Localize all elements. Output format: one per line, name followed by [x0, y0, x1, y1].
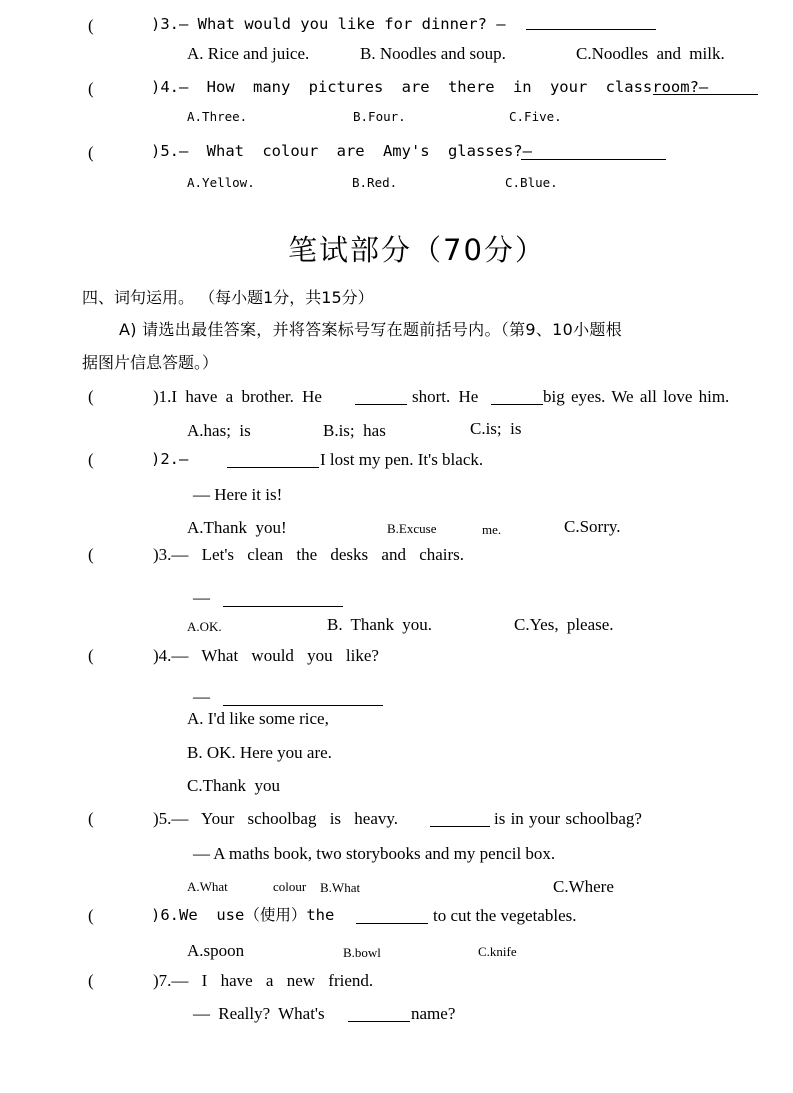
option-a: A.Yellow.: [187, 175, 255, 190]
question-stem: )3.— Let's clean the desks and chairs.: [153, 545, 465, 564]
option-a: A.Three.: [187, 109, 248, 124]
answer-blank: [526, 15, 656, 34]
answer-paren: (: [88, 387, 94, 406]
answer-paren: (: [88, 646, 94, 665]
question-stem: big eyes. We all love him.: [543, 387, 730, 406]
option-b: B.Excuse: [387, 521, 437, 536]
reply-line: — Really? What's: [193, 1004, 325, 1023]
question-stem: )7.— I have a new friend.: [153, 971, 374, 990]
reply-line: —: [193, 588, 210, 607]
option-a: A.OK.: [187, 619, 222, 634]
answer-blank: [348, 1007, 410, 1026]
instruction-text: A) 请选出最佳答案，并将答案标号写在题前括号内。（第9、10小题根: [119, 320, 623, 339]
reply-line: — A maths book, two storybooks and my pencil box.: [193, 844, 556, 863]
answer-paren: (: [88, 971, 94, 990]
question-stem: I lost my pen. It's black.: [320, 450, 484, 469]
option-c: C.Sorry.: [564, 517, 621, 536]
question-stem: is in your schoolbag?: [494, 809, 642, 828]
question-stem: )6.We use（使用）the: [151, 906, 335, 924]
question-stem: )4.— What would you like?: [153, 646, 379, 665]
answer-blank: [356, 909, 428, 928]
option-c: C.Noodles and milk.: [576, 44, 725, 63]
option-c: C.Five.: [509, 109, 562, 124]
question-stem: )2.—: [151, 450, 189, 468]
option-c: C.Where: [553, 877, 614, 896]
answer-paren: (: [88, 450, 94, 469]
answer-blank: [355, 390, 407, 409]
question-stem: )5.— What colour are Amy's glasses?—: [151, 142, 532, 160]
option-b: B.bowl: [343, 945, 381, 960]
answer-paren: (: [88, 16, 94, 35]
option-b: B. Thank you.: [327, 615, 432, 634]
option-b: B.What: [320, 880, 361, 895]
answer-paren: (: [88, 906, 94, 925]
answer-blank: [521, 145, 666, 164]
option-a: A.Thank you!: [187, 518, 287, 537]
answer-paren: (: [88, 809, 94, 828]
answer-blank: [223, 592, 343, 611]
option-b: B. Noodles and soup.: [360, 44, 506, 63]
option-a: A.What: [187, 879, 228, 894]
question-stem: )3.— What would you like for dinner? —: [151, 15, 506, 33]
section-heading: 四、词句运用。 （每小题1分，共15分）: [82, 288, 374, 307]
option-c: C.knife: [478, 944, 517, 959]
question-stem: to cut the vegetables.: [433, 906, 577, 925]
option-b: me.: [482, 522, 502, 537]
option-b: B. OK. Here you are.: [187, 743, 332, 762]
option-b: colour: [273, 879, 307, 894]
option-b: B.Red.: [352, 175, 398, 190]
option-c: C.is; is: [470, 419, 522, 438]
question-stem: )1.I have a brother. He: [153, 387, 322, 406]
option-b: B.Four.: [353, 109, 406, 124]
question-stem: )4.— How many pictures are there in your classroom?—: [151, 78, 709, 96]
option-a: A.spoon: [187, 941, 245, 960]
answer-paren: (: [88, 79, 94, 98]
answer-blank: [223, 691, 383, 710]
question-stem: short. He: [412, 387, 479, 406]
option-c: C.Yes, please.: [514, 615, 614, 634]
option-b: B.is; has: [323, 421, 386, 440]
option-a: A. Rice and juice.: [187, 44, 310, 63]
answer-paren: (: [88, 143, 94, 162]
reply-line: —: [193, 687, 210, 706]
answer-blank: [227, 453, 319, 472]
instruction-text: 据图片信息答题。）: [82, 353, 219, 372]
option-c: C.Blue.: [505, 175, 558, 190]
option-a: A. I'd like some rice,: [187, 709, 329, 728]
option-c: C.Thank you: [187, 776, 281, 795]
answer-blank: [653, 80, 758, 99]
answer-paren: (: [88, 545, 94, 564]
reply-line: name?: [411, 1004, 456, 1023]
option-a: A.has; is: [187, 421, 251, 440]
reply-line: — Here it is!: [193, 485, 283, 504]
answer-blank: [491, 390, 543, 409]
question-stem: )5.— Your schoolbag is heavy.: [153, 809, 399, 828]
page-title: 笔试部分（70分）: [288, 233, 546, 267]
answer-blank: [430, 812, 490, 831]
